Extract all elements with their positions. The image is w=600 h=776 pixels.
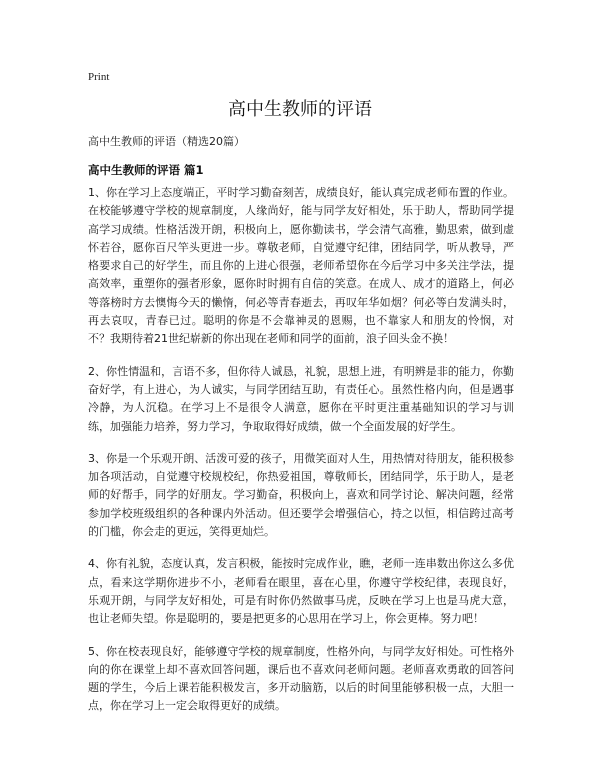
print-label: Print xyxy=(88,71,110,83)
paragraph: 1、你在学习上态度端正，平时学习勤奋刻苦，成绩良好，能认真完成老师布置的作业。在校能够遵守学校的规章制度，人缘尚好，能与同学友好相处，乐于助人，帮助同学提高学习成绩。性格活泼开朗，积极向上，愿你勤读书，学会清气高雅，勤思索，做到虚怀若谷，愿你百尺竿头更进一步。尊敬老师，自觉遵守纪律，团结同学，听从教导，严格要求自己的好学生，而且你的上进心很强，老师希望你在今后学习中多关注学法，提高效率，重塑你的强者形象，愿你时时拥有自信的笑意。在成人、成才的道路上，何必等落榜时方去懊悔今天的懒惰，何必等青春逝去，再叹年华如烟？何必等白发满头时，再去哀叹，青春已过。聪明的你是不会靠神灵的恩赐，也不靠家人和朋友的怜悯，对不？我期待着21世纪崭新的你出现在老师和同学的面前，浪子回头金不换！ xyxy=(88,186,514,346)
paragraph: 2、你性情温和，言语不多，但你待人诚恳，礼貌，思想上进，有明辨是非的能力，你勤奋好学，有上进心，为人诚实，与同学团结互助，有责任心。虽然性格内向，但是遇事冷静，为人沉稳。在学习上不是很令人满意，愿你在平时更注重基础知识的学习与训练，加强能力培养，努力学习，争取取得好成绩，做一个全面发展的好学生。 xyxy=(88,364,514,433)
page-title: 高中生教师的评语 xyxy=(228,99,372,120)
document-body xyxy=(88,184,514,730)
paragraph: 3、你是一个乐观开朗、活泼可爱的孩子，用微笑面对人生，用热情对待朋友，能积极参加各项活动，自觉遵守校规校纪，你热爱祖国，尊敬师长，团结同学，乐于助人，是老师的好帮手，同学的好朋友。学习勤奋，积极向上，喜欢和同学讨论、解决问题，经常参加学校班级组织的各种课内外活动。但还要学会增强信心，持之以恒，相信跨过高考的门槛，你会走的更远，笑得更灿烂。 xyxy=(88,451,514,539)
document-subtitle: 高中生教师的评语（精选20篇） xyxy=(88,135,245,148)
paragraph: 5、你在校表现良好，能够遵守学校的规章制度，性格外向，与同学友好相处。可性格外向的你在课堂上却不喜欢回答问题，课后也不喜欢问老师问题。老师喜欢勇敢的回答问题的学生，今后上课若能积极发言，多开动脑筋，以后的时间里能够积极一点，大胆一点，你在学习上一定会取得更好的成绩。 xyxy=(88,644,514,713)
paragraph: 4、你有礼貌，态度认真，发言积极，能按时完成作业，瞧，老师一连串数出你这么多优点，看来这学期你进步不小，老师看在眼里，喜在心里，你遵守学校纪律，表现良好，乐观开朗，与同学友好相处，可是有时你仍然做事马虎，反映在学习上也是马虎大意，也让老师失望。你是聪明的，要是把更多的心思用在学习上，你会更棒。努力吧！ xyxy=(88,557,514,626)
section-heading: 高中生教师的评语 篇1 xyxy=(88,163,204,177)
